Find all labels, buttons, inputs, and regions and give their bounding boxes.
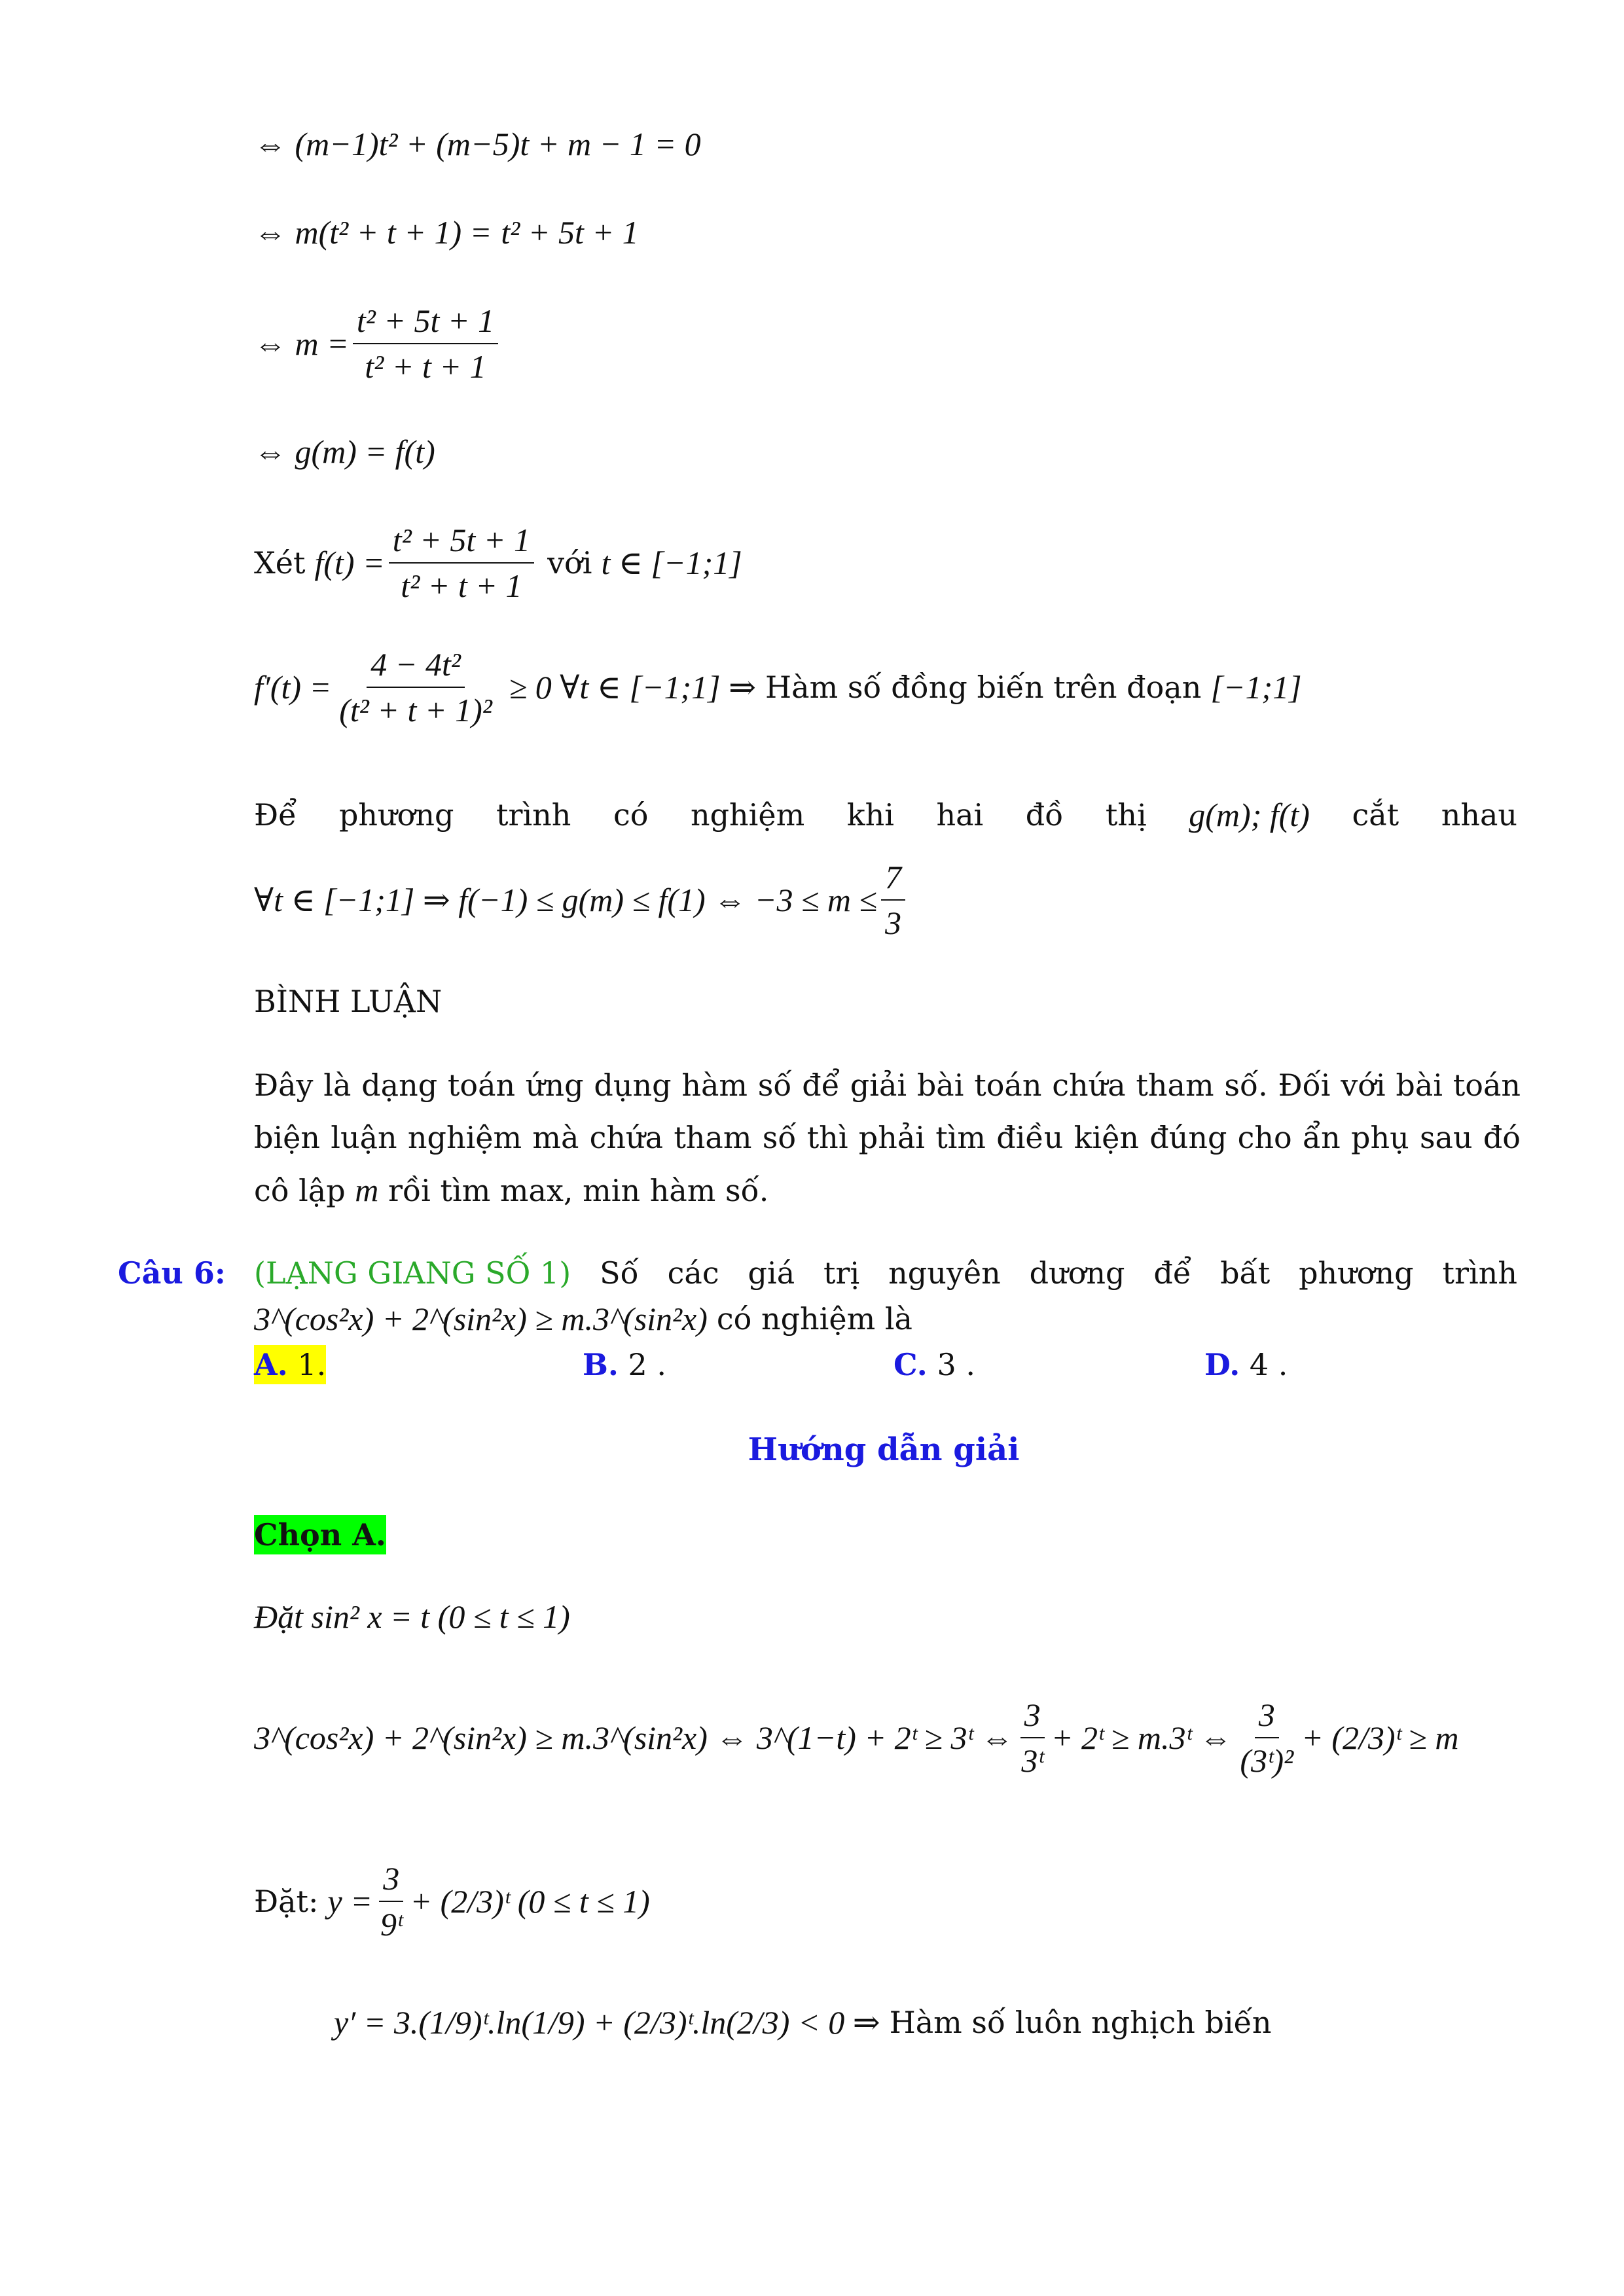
choice-b[interactable]: B. 2 . (583, 1347, 667, 1382)
set-t-line: Đặt sin² x = t (0 ≤ t ≤ 1) (254, 1598, 570, 1635)
chosen-answer: Chọn A. (254, 1515, 386, 1554)
equation-4: ⇔ g(m) = f(t) (254, 433, 435, 470)
set-y-line: Đặt: y = $\frac{3}{\text{9ᵗ}}$ + (2/3)ᵗ (0 ≤ t ≤ 1) (254, 1860, 650, 1943)
transform-fraction-2: $\frac{3}{\text{(3ᵗ)²}}$ (1240, 1696, 1294, 1779)
set-y-fraction: $\frac{3}{\text{9ᵗ}}$ (380, 1860, 403, 1943)
question-label: Câu 6: (118, 1255, 226, 1291)
transform-fraction-1: $\frac{3}{\text{3ᵗ}}$ (1021, 1696, 1043, 1779)
derivative-y-line: y′ = 3.(1/9)ᵗ.ln(1/9) + (2/3)ᵗ.ln(2/3) < 0 ⇒ Hàm số luôn nghịch biến (334, 2004, 1272, 2041)
transform-line: 3^(cos²x) + 2^(sin²x) ≥ m.3^(sin²x) ⇔ 3^(1−t) + 2ᵗ ≥ 3ᵗ ⇔ $\frac{3}{\text{3ᵗ}}$ + 2ᵗ ≥ m.3ᵗ ⇔ $\frac{3}{\text{(3ᵗ)²}}$ + (2/3)ᵗ ≥ m (254, 1696, 1459, 1779)
equation-2: ⇔ m(t² + t + 1) = t² + 5t + 1 (254, 214, 639, 251)
xet-fraction: $\frac{\text{t² + 5t + 1}}{\text{t² + t + 1}}$ (389, 520, 534, 605)
equation-3: ⇔ m = $\frac{\text{t² + 5t + 1}}{\text{t² + t + 1}}$ (254, 301, 502, 386)
derivative-fraction: $\frac{\text{4 − 4t²}}{\text{(t² + t + 1)²}}$ (339, 646, 492, 728)
equation-1: ⇔ (m−1)t² + (m−5)t + m − 1 = 0 (254, 126, 701, 162)
equation-3-fraction: $\frac{\text{t² + 5t + 1}}{\text{t² + t + 1}}$ (353, 301, 498, 386)
binh-luan-title: BÌNH LUẬN (254, 984, 442, 1019)
derivative-line: f′(t) = $\frac{\text{4 − 4t²}}{\text{(t² + t + 1)²}}$ ≥ 0 ∀t ∈ [−1;1] ⇒ Hàm số đồng biến trên đoạn [−1;1] (254, 646, 1302, 728)
question-line: (LẠNG GIANG SỐ 1) Số các giá trị nguyên dương để bất phương trình (254, 1253, 1517, 1293)
binh-luan-paragraph: Đây là dạng toán ứng dụng hàm số để giải bài toán chứa tham số. Đối với bài toán biện luận nghiệm mà chứa tham số thì phải tìm điều kiện đúng cho ẩn phụ sau đó cô lập m rồi tìm max, min hàm số. (254, 1067, 1521, 1208)
condition-2-fraction: $\frac{7}{3}$ (881, 857, 905, 942)
choice-c[interactable]: C. 3 . (893, 1347, 975, 1382)
condition-2-line: ∀t ∈ [−1;1] ⇒ f(−1) ≤ g(m) ≤ f(1) ⇔ −3 ≤ m ≤ $\frac{7}{3}$ (254, 857, 909, 942)
condition-line: Để phương trình có nghiệm khi hai đồ thị g(m); f(t) cắt nhau (254, 797, 1517, 833)
choice-d[interactable]: D. 4 . (1204, 1347, 1288, 1382)
question-inequality: 3^(cos²x) + 2^(sin²x) ≥ m.3^(sin²x) có nghiệm là (254, 1300, 912, 1337)
question-source: (LẠNG GIANG SỐ 1) (254, 1255, 571, 1291)
solution-heading: Hướng dẫn giải (748, 1431, 1020, 1468)
xet-line: Xét f(t) = $\frac{\text{t² + 5t + 1}}{\text{t² + t + 1}}$ với t ∈ [−1;1] (254, 522, 742, 604)
choice-a[interactable]: A. 1. (254, 1345, 326, 1384)
